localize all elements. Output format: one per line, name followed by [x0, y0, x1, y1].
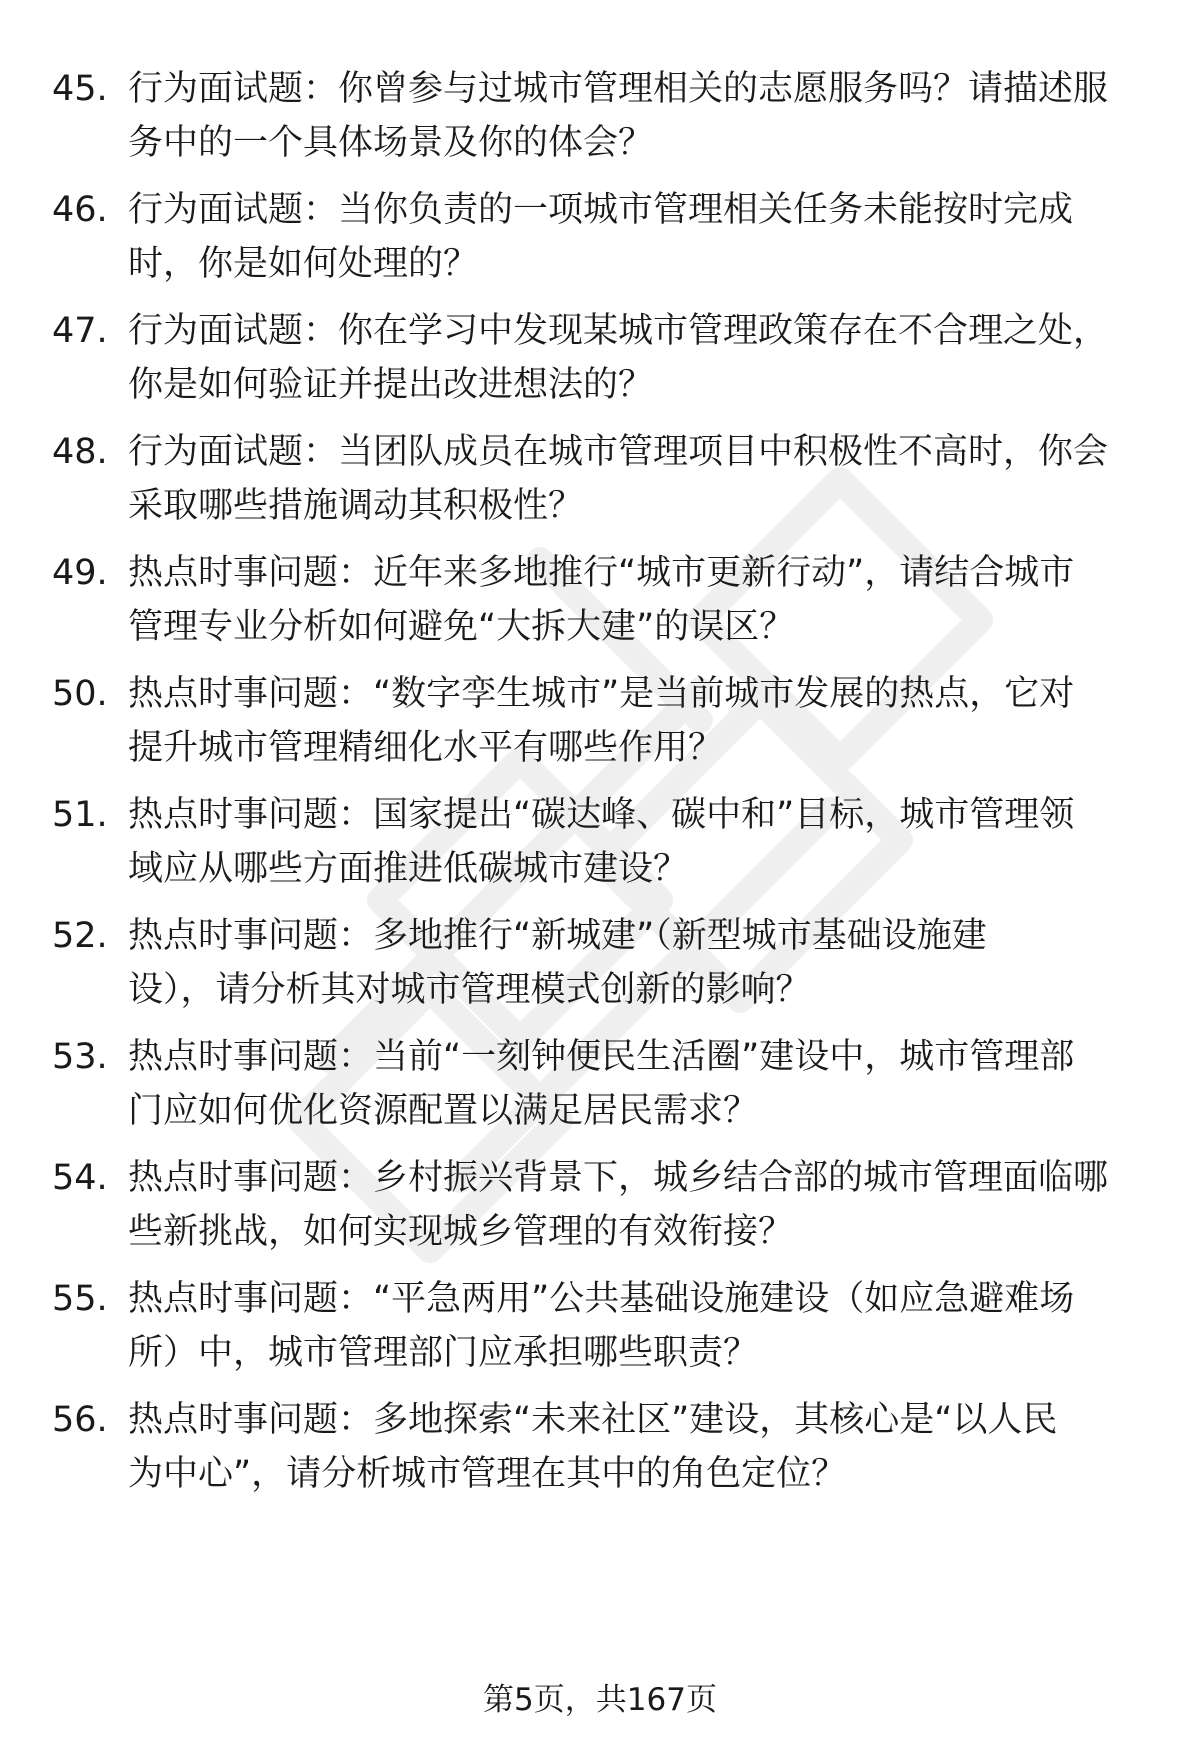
question-text: 行为面试题：当你负责的一项城市管理相关任务未能按时完成 时，你是如何处理的？	[128, 190, 1074, 284]
question-number: 54.	[52, 1158, 108, 1198]
question-number: 53.	[52, 1037, 108, 1077]
question-item	[0, 304, 1200, 424]
question-text: 热点时事问题：乡村振兴背景下，城乡结合部的城市管理面临哪 些新挑战，如何实现城乡管理的有效衔接？	[128, 1158, 1109, 1252]
question-number: 49.	[52, 553, 108, 593]
question-item	[0, 1151, 1200, 1271]
question-number: 51.	[52, 795, 108, 835]
question-item	[0, 1393, 1200, 1513]
question-text: 热点时事问题：近年来多地推行“城市更新行动”，请结合城市 管理专业分析如何避免“大拆大建”的误区？	[128, 553, 1075, 647]
question-number: 45.	[52, 69, 108, 109]
page-number: 第5页，共167页	[483, 1682, 717, 1718]
question-number: 46.	[52, 190, 108, 230]
question-number: 52.	[52, 916, 108, 956]
question-item	[0, 788, 1200, 908]
question-item	[0, 1272, 1200, 1392]
question-item	[0, 909, 1200, 1029]
question-text: 热点时事问题：“平急两用”公共基础设施建设（如应急避难场 所）中，城市管理部门应承担哪些职责？	[128, 1279, 1075, 1373]
question-text: 热点时事问题：“数字孪生城市”是当前城市发展的热点，它对 提升城市管理精细化水平有哪些作用？	[128, 674, 1075, 768]
question-text: 行为面试题：你在学习中发现某城市管理政策存在不合理之处， 你是如何验证并提出改进想法的？	[128, 311, 1109, 405]
question-item	[0, 62, 1200, 182]
question-text: 热点时事问题：当前“一刻钟便民生活圈”建设中，城市管理部 门应如何优化资源配置以满足居民需求？	[128, 1037, 1075, 1131]
question-text: 热点时事问题：多地推行“新城建”（新型城市基础设施建 设），请分析其对城市管理模式创新的影响？	[128, 916, 987, 1010]
question-item	[0, 1030, 1200, 1150]
question-item	[0, 667, 1200, 787]
question-text: 热点时事问题：多地探索“未来社区”建设，其核心是“以人民 为中心”，请分析城市管理在其中的角色定位？	[128, 1400, 1058, 1494]
question-number: 50.	[52, 674, 108, 714]
question-text: 热点时事问题：国家提出“碳达峰、碳中和”目标，城市管理领 域应从哪些方面推进低碳城市建设？	[128, 795, 1075, 889]
question-number: 48.	[52, 432, 108, 472]
question-number: 55.	[52, 1279, 108, 1319]
question-text: 行为面试题：当团队成员在城市管理项目中积极性不高时，你会 采取哪些措施调动其积极性？	[128, 432, 1109, 526]
question-text: 行为面试题：你曾参与过城市管理相关的志愿服务吗？请描述服 务中的一个具体场景及你的体会？	[128, 69, 1109, 163]
question-number: 47.	[52, 311, 108, 351]
question-item	[0, 546, 1200, 666]
question-item	[0, 425, 1200, 545]
question-item	[0, 183, 1200, 303]
question-number: 56.	[52, 1400, 108, 1440]
